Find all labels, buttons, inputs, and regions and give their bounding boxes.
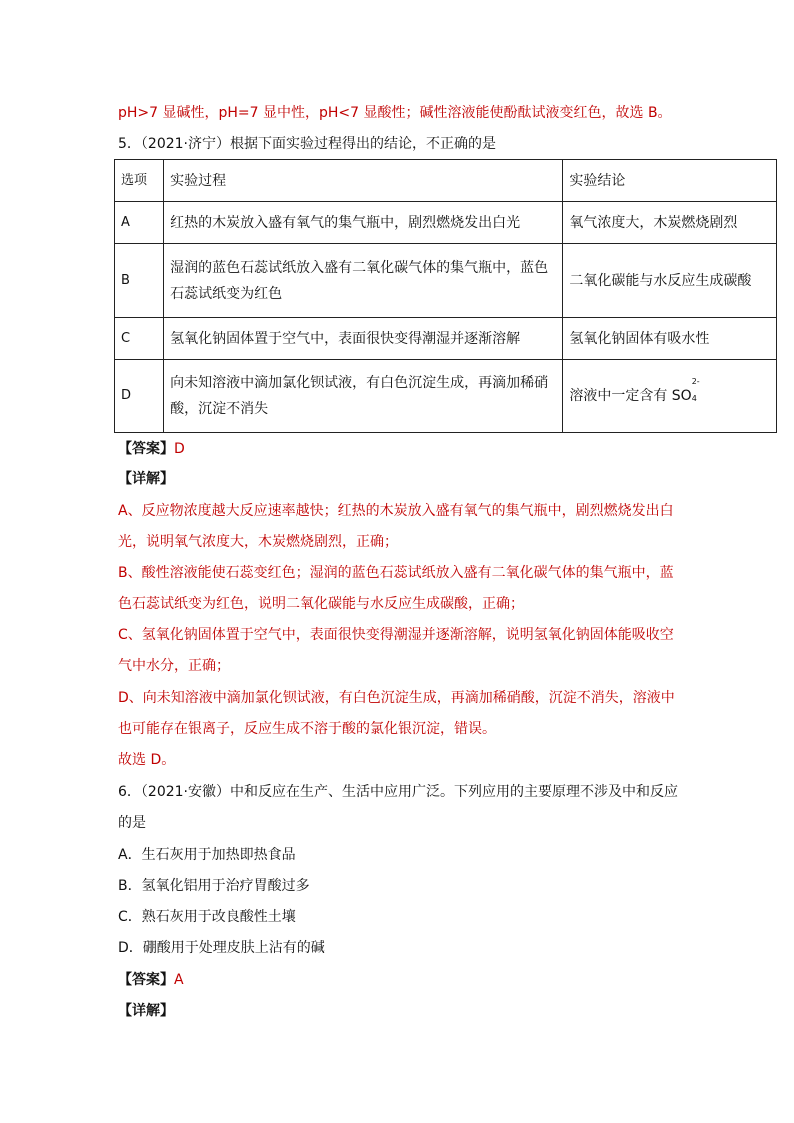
row-option: D [115,360,164,433]
header-option: 选项 [115,160,164,202]
row-option: C [115,318,164,360]
explanation-line: 光，说明氧气浓度大，木炭燃烧剧烈，正确； [118,534,398,550]
header-conclusion: 实验结论 [563,160,777,202]
explanation-line: 也可能存在银离子，反应生成不溶于酸的氯化银沉淀，错误。 [118,721,496,737]
row-process: 氢氧化钠固体置于空气中，表面很快变得潮湿并逐渐溶解 [164,318,563,360]
question-6-title-line: 6．（2021·安徽）中和反应在生产、生活中应用广泛。下列应用的主要原理不涉及中和反应 [118,784,678,800]
process-line: 酸，沉淀不消失 [170,401,269,417]
row-process [164,360,563,433]
table-row [115,202,777,244]
conclusion-text: 溶液中一定含有 SO [569,388,692,404]
option-c: C．熟石灰用于改良酸性土壤 [118,909,296,925]
question-6-title-line: 的是 [118,815,146,831]
ion-subscript: 4 [691,394,697,403]
experiment-table [114,159,777,433]
table-header-row [115,160,777,202]
row-process [164,244,563,318]
row-option: A [115,202,164,244]
option-b: B．氢氧化铝用于治疗胃酸过多 [118,878,310,894]
row-option: B [115,244,164,318]
sulfate-ion-notation [691,377,700,403]
table-row [115,318,777,360]
conclusion-line: 故选 D。 [118,752,176,768]
explanation-line: 气中水分，正确； [118,658,230,674]
intro-line: pH>7 显碱性，pH=7 显中性，pH<7 显酸性；碱性溶液能使酚酞试液变红色，故选 B。 [118,105,672,121]
ion-charge: 2- [691,377,700,386]
explanation-line: A、反应物浓度越大反应速率越快；红热的木炭放入盛有氧气的集气瓶中，剧烈燃烧发出白 [118,503,674,519]
row-conclusion: 氢氧化钠固体有吸水性 [563,318,777,360]
explanation-line: C、氢氧化钠固体置于空气中，表面很快变得潮湿并逐渐溶解，说明氢氧化钠固体能吸收空 [118,627,674,643]
explanation-line: B、酸性溶液能使石蕊变红色；湿润的蓝色石蕊试纸放入盛有二氧化碳气体的集气瓶中，蓝 [118,565,674,581]
option-a: A．生石灰用于加热即热食品 [118,847,296,863]
explanation-line: D、向未知溶液中滴加氯化钡试液，有白色沉淀生成，再滴加稀硝酸，沉淀不消失，溶液中 [118,690,675,706]
row-conclusion: 氧气浓度大，木炭燃烧剧烈 [563,202,777,244]
question-5-title: 5．（2021·济宁）根据下面实验过程得出的结论，不正确的是 [118,136,496,152]
process-line: 向未知溶液中滴加氯化钡试液，有白色沉淀生成，再滴加稀硝 [170,375,549,391]
detail-label: 【详解】 [118,471,174,487]
answer-value: A [174,972,184,988]
table-row [115,244,777,318]
row-conclusion [563,360,777,433]
option-d: D．硼酸用于处理皮肤上沾有的碱 [118,940,325,956]
process-line: 石蕊试纸变为红色 [170,285,283,302]
header-process: 实验过程 [164,160,563,202]
process-line: 湿润的蓝色石蕊试纸放入盛有二氧化碳气体的集气瓶中，蓝色 [170,259,549,276]
detail-label: 【详解】 [118,1003,174,1019]
explanation-line: 色石蕊试纸变为红色，说明二氧化碳能与水反应生成碳酸，正确； [118,596,524,612]
answer-bracket: 【答案】 [118,441,174,457]
answer-label [118,439,185,459]
row-conclusion: 二氧化碳能与水反应生成碳酸 [563,244,777,318]
answer-label [118,970,184,990]
row-process: 红热的木炭放入盛有氧气的集气瓶中，剧烈燃烧发出白光 [164,202,563,244]
table-row [115,360,777,433]
answer-value: D [174,441,185,457]
answer-bracket: 【答案】 [118,972,174,988]
